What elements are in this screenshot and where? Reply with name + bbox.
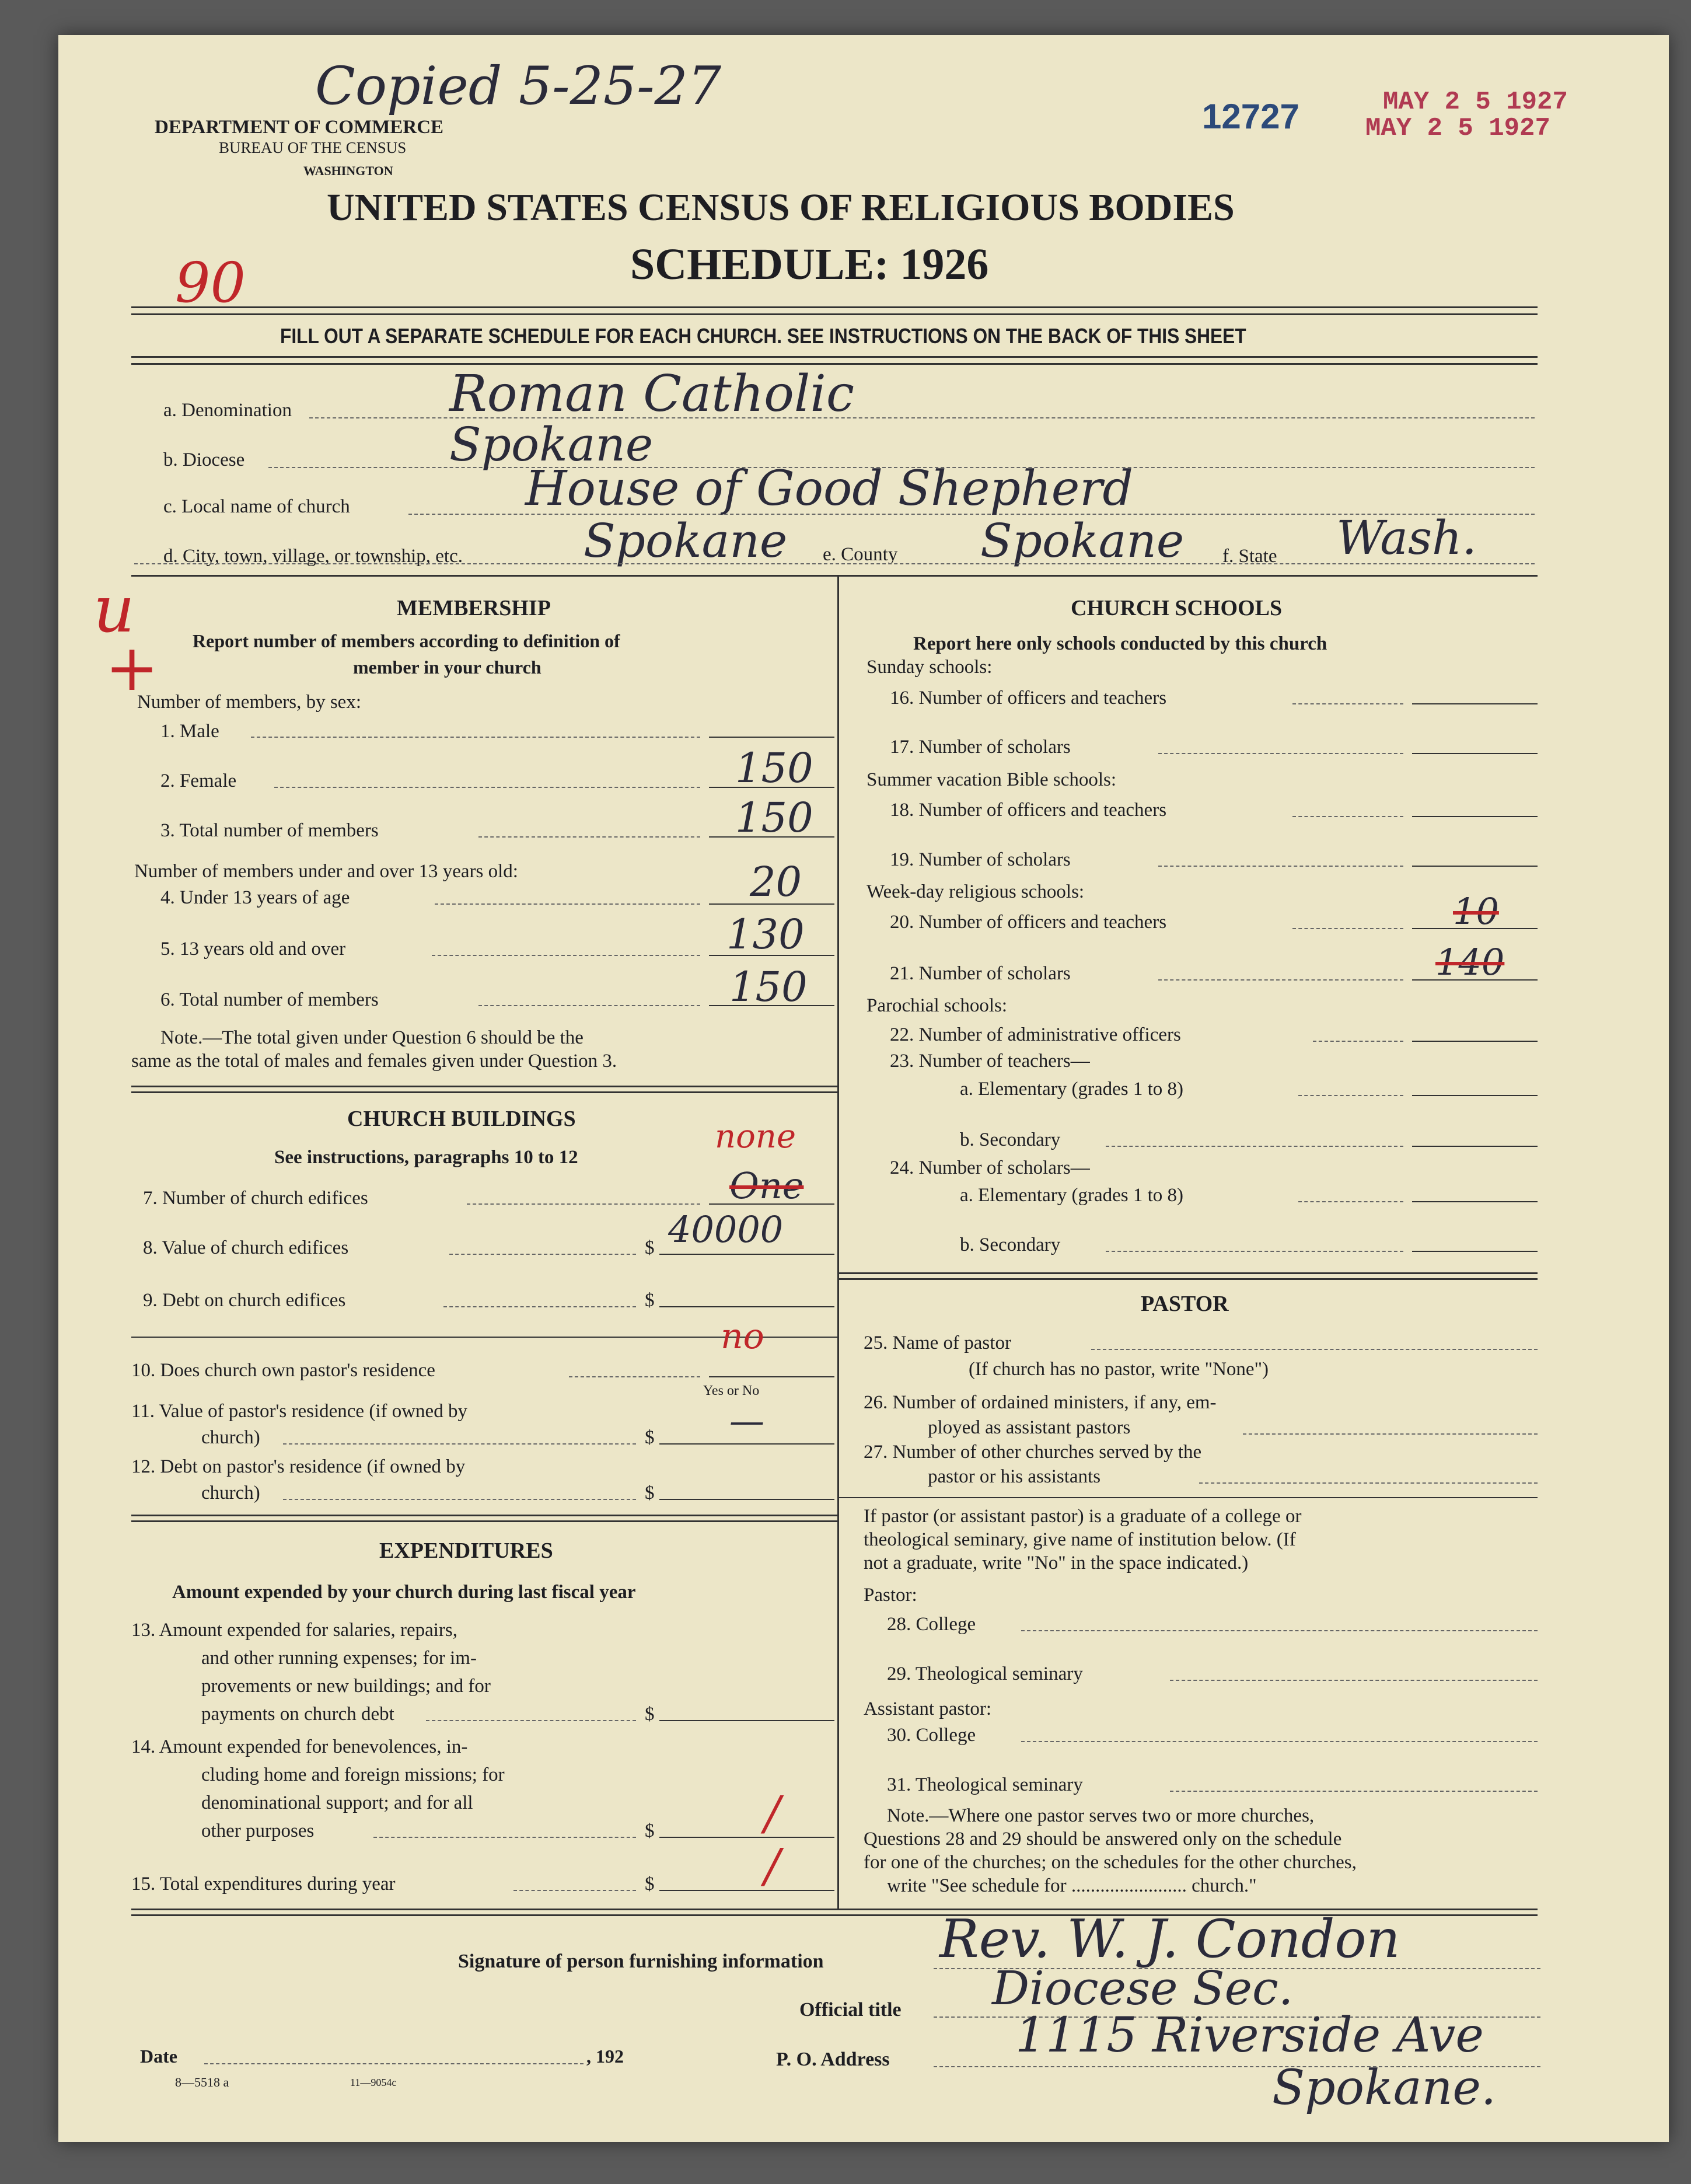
- q15-value[interactable]: /: [764, 1838, 780, 1893]
- buildings-sub: See instructions, paragraphs 10 to 12: [274, 1147, 578, 1168]
- q9-dollar: $: [645, 1290, 655, 1311]
- membership-title: MEMBERSHIP: [397, 596, 551, 620]
- parochial-schools-label: Parochial schools:: [867, 995, 1008, 1016]
- received-stamp: MAY 2 5 1927: [1383, 88, 1568, 117]
- q12-dollar: $: [645, 1482, 655, 1503]
- q7-value[interactable]: One: [729, 1164, 804, 1207]
- q29-label: 29. Theological seminary: [887, 1663, 1083, 1684]
- q23b-label: b. Secondary: [960, 1129, 1061, 1150]
- q19-label: 19. Number of scholars: [890, 849, 1071, 870]
- city-label: WASHINGTON: [303, 163, 393, 178]
- q14-label-1: 14. Amount expended for benevolences, in-: [131, 1736, 468, 1757]
- buildings-title: CHURCH BUILDINGS: [347, 1107, 576, 1131]
- q3-value[interactable]: 150: [735, 794, 813, 842]
- q2-label: 2. Female: [160, 770, 237, 791]
- q14-label-3: denominational support; and for all: [201, 1792, 473, 1813]
- q11-value[interactable]: —: [729, 1401, 764, 1442]
- local-name-value[interactable]: House of Good Shepherd: [525, 461, 1133, 517]
- q6-label: 6. Total number of members: [160, 989, 379, 1010]
- signature-label: Signature of person furnishing information: [458, 1951, 824, 1972]
- pastor-title: PASTOR: [1141, 1292, 1229, 1316]
- q3-label: 3. Total number of members: [160, 820, 379, 841]
- q27-label-1: 27. Number of other churches served by the: [864, 1442, 1202, 1463]
- grad-text-3: not a graduate, write "No" in the space indicated.): [864, 1552, 1249, 1574]
- record-number: 12727: [1202, 97, 1299, 136]
- q14-value[interactable]: /: [764, 1786, 780, 1840]
- state-value[interactable]: Wash.: [1336, 511, 1477, 565]
- q10-label: 10. Does church own pastor's residence: [131, 1360, 435, 1381]
- form-number-2: 11—9054c: [350, 2077, 397, 2088]
- sunday-schools-label: Sunday schools:: [867, 657, 993, 678]
- q11-label-2: church): [201, 1427, 260, 1448]
- membership-note-1: Note.—The total given under Question 6 should be the: [160, 1027, 584, 1048]
- date-label: Date: [140, 2046, 177, 2067]
- membership-note-2: same as the total of males and females given under Question 3.: [131, 1051, 617, 1072]
- q13-dollar: $: [645, 1704, 655, 1725]
- grad-text-2: theological seminary, give name of institution below. (If: [864, 1529, 1296, 1550]
- bureau-label: BUREAU OF THE CENSUS: [219, 139, 407, 156]
- form-number-1: 8—5518 a: [175, 2075, 229, 2089]
- q26-label-1: 26. Number of ordained ministers, if any, em-: [864, 1392, 1217, 1413]
- pastor-note-1: Note.—Where one pastor serves two or more churches,: [887, 1805, 1315, 1826]
- official-title-value[interactable]: Diocese Sec.: [992, 1961, 1294, 2015]
- q23-label: 23. Number of teachers—: [890, 1051, 1090, 1072]
- pastor-note-3: for one of the churches; on the schedules for the other churches,: [864, 1852, 1357, 1873]
- q11-label-1: 11. Value of pastor's residence (if owned by: [131, 1401, 467, 1422]
- official-title-label: Official title: [799, 1999, 902, 2021]
- denomination-value[interactable]: Roman Catholic: [449, 365, 855, 423]
- diocese-value[interactable]: Spokane: [449, 417, 654, 472]
- q5-value[interactable]: 130: [726, 910, 805, 958]
- q8-dollar: $: [645, 1237, 655, 1258]
- pastor-sub-label: Pastor:: [864, 1585, 917, 1606]
- q24b-label: b. Secondary: [960, 1234, 1061, 1255]
- q25-label: 25. Name of pastor: [864, 1332, 1011, 1353]
- none-annotation: none: [715, 1118, 796, 1156]
- q22-label: 22. Number of administrative officers: [890, 1024, 1181, 1045]
- schools-title: CHURCH SCHOOLS: [1071, 596, 1283, 620]
- q8-value[interactable]: 40000: [668, 1208, 784, 1251]
- q7-label: 7. Number of church edifices: [143, 1188, 368, 1209]
- po-address-label: P. O. Address: [776, 2049, 890, 2070]
- q4-value[interactable]: 20: [750, 858, 802, 906]
- expenditures-sub: Amount expended by your church during last fiscal year: [172, 1582, 636, 1603]
- q31-label: 31. Theological seminary: [887, 1774, 1083, 1795]
- summer-schools-label: Summer vacation Bible schools:: [867, 769, 1117, 790]
- q8-label: 8. Value of church edifices: [143, 1237, 349, 1258]
- q21-value[interactable]: 140: [1435, 941, 1505, 983]
- expenditures-title: EXPENDITURES: [379, 1538, 553, 1563]
- q12-label-2: church): [201, 1482, 260, 1503]
- yes-no-hint: Yes or No: [703, 1383, 760, 1398]
- dept-label: DEPARTMENT OF COMMERCE: [155, 117, 444, 138]
- q18-label: 18. Number of officers and teachers: [890, 800, 1167, 821]
- code-90-annotation: 90: [175, 251, 246, 315]
- q13-label-3: provements or new buildings; and for: [201, 1676, 491, 1697]
- po-address-value-2[interactable]: Spokane.: [1272, 2060, 1497, 2116]
- q16-label: 16. Number of officers and teachers: [890, 688, 1167, 709]
- q25-note: (If church has no pastor, write "None"): [969, 1359, 1269, 1380]
- mark-plus-annotation: +: [105, 630, 159, 705]
- q24a-label: a. Elementary (grades 1 to 8): [960, 1185, 1184, 1206]
- q13-label-1: 13. Amount expended for salaries, repairs,: [131, 1620, 458, 1641]
- received-stamp-2: MAY 2 5 1927: [1365, 114, 1550, 143]
- instruction-line: FILL OUT A SEPARATE SCHEDULE FOR EACH CHURCH. SEE INSTRUCTIONS ON THE BACK OF THIS SHEET: [280, 324, 1246, 348]
- q15-label: 15. Total expenditures during year: [131, 1874, 396, 1895]
- q13-label-4: payments on church debt: [201, 1704, 394, 1725]
- q14-label-2: cluding home and foreign missions; for: [201, 1764, 505, 1785]
- q4-label: 4. Under 13 years of age: [160, 887, 350, 908]
- po-address-value-1[interactable]: 1115 Riverside Ave: [1015, 2008, 1484, 2063]
- q11-dollar: $: [645, 1427, 655, 1448]
- members-by-age-label: Number of members under and over 13 years old:: [134, 861, 518, 882]
- q14-dollar: $: [645, 1820, 655, 1841]
- q2-value[interactable]: 150: [735, 744, 813, 792]
- weekday-schools-label: Week-day religious schools:: [867, 881, 1085, 902]
- county-value[interactable]: Spokane: [980, 514, 1185, 568]
- copied-annotation: Copied 5-25-27: [315, 55, 722, 117]
- city-value[interactable]: Spokane: [584, 514, 788, 568]
- pastor-note-2: Questions 28 and 29 should be answered only on the schedule: [864, 1829, 1342, 1850]
- membership-desc-2: member in your church: [353, 657, 541, 678]
- q24-label: 24. Number of scholars—: [890, 1157, 1090, 1178]
- q23a-label: a. Elementary (grades 1 to 8): [960, 1079, 1184, 1100]
- mark-u-annotation: u: [93, 572, 135, 647]
- column-divider: [837, 575, 839, 1909]
- q27-label-2: pastor or his assistants: [928, 1466, 1101, 1487]
- members-by-sex-label: Number of members, by sex:: [137, 692, 361, 713]
- q21-label: 21. Number of scholars: [890, 963, 1071, 984]
- q5-label: 5. 13 years old and over: [160, 939, 346, 960]
- state-label: f. State: [1222, 546, 1277, 567]
- q6-value[interactable]: 150: [729, 963, 808, 1011]
- pastor-note-4: write "See schedule for ........................ church.": [887, 1875, 1257, 1896]
- q15-dollar: $: [645, 1874, 655, 1895]
- schools-sub: Report here only schools conducted by this church: [913, 633, 1327, 654]
- grad-text-1: If pastor (or assistant pastor) is a graduate of a college or: [864, 1506, 1302, 1527]
- q20-value[interactable]: 10: [1453, 890, 1499, 933]
- q1-label: 1. Male: [160, 721, 219, 742]
- signature-value[interactable]: Rev. W. J. Condon: [939, 1909, 1400, 1970]
- diocese-label: b. Diocese: [163, 449, 245, 470]
- q17-label: 17. Number of scholars: [890, 737, 1071, 758]
- local-name-label: c. Local name of church: [163, 496, 350, 517]
- q26-label-2: ployed as assistant pastors: [928, 1417, 1131, 1438]
- q13-label-2: and other running expenses; for im-: [201, 1648, 477, 1669]
- date-year: , 192: [586, 2046, 624, 2067]
- q12-label-1: 12. Debt on pastor's residence (if owned by: [131, 1456, 466, 1477]
- q20-label: 20. Number of officers and teachers: [890, 912, 1167, 933]
- assistant-pastor-label: Assistant pastor:: [864, 1698, 992, 1719]
- page-subtitle: SCHEDULE: 1926: [630, 240, 989, 289]
- q14-label-4: other purposes: [201, 1820, 315, 1841]
- denomination-label: a. Denomination: [163, 400, 292, 421]
- q28-label: 28. College: [887, 1614, 976, 1635]
- q10-value[interactable]: no: [721, 1316, 764, 1357]
- q30-label: 30. College: [887, 1725, 976, 1746]
- membership-desc-1: Report number of members according to definition of: [193, 630, 620, 651]
- county-label: e. County: [823, 544, 898, 565]
- q9-label: 9. Debt on church edifices: [143, 1290, 346, 1311]
- city-field-label: d. City, town, village, or township, etc.: [163, 546, 463, 567]
- page-title: UNITED STATES CENSUS OF RELIGIOUS BODIES: [327, 186, 1235, 229]
